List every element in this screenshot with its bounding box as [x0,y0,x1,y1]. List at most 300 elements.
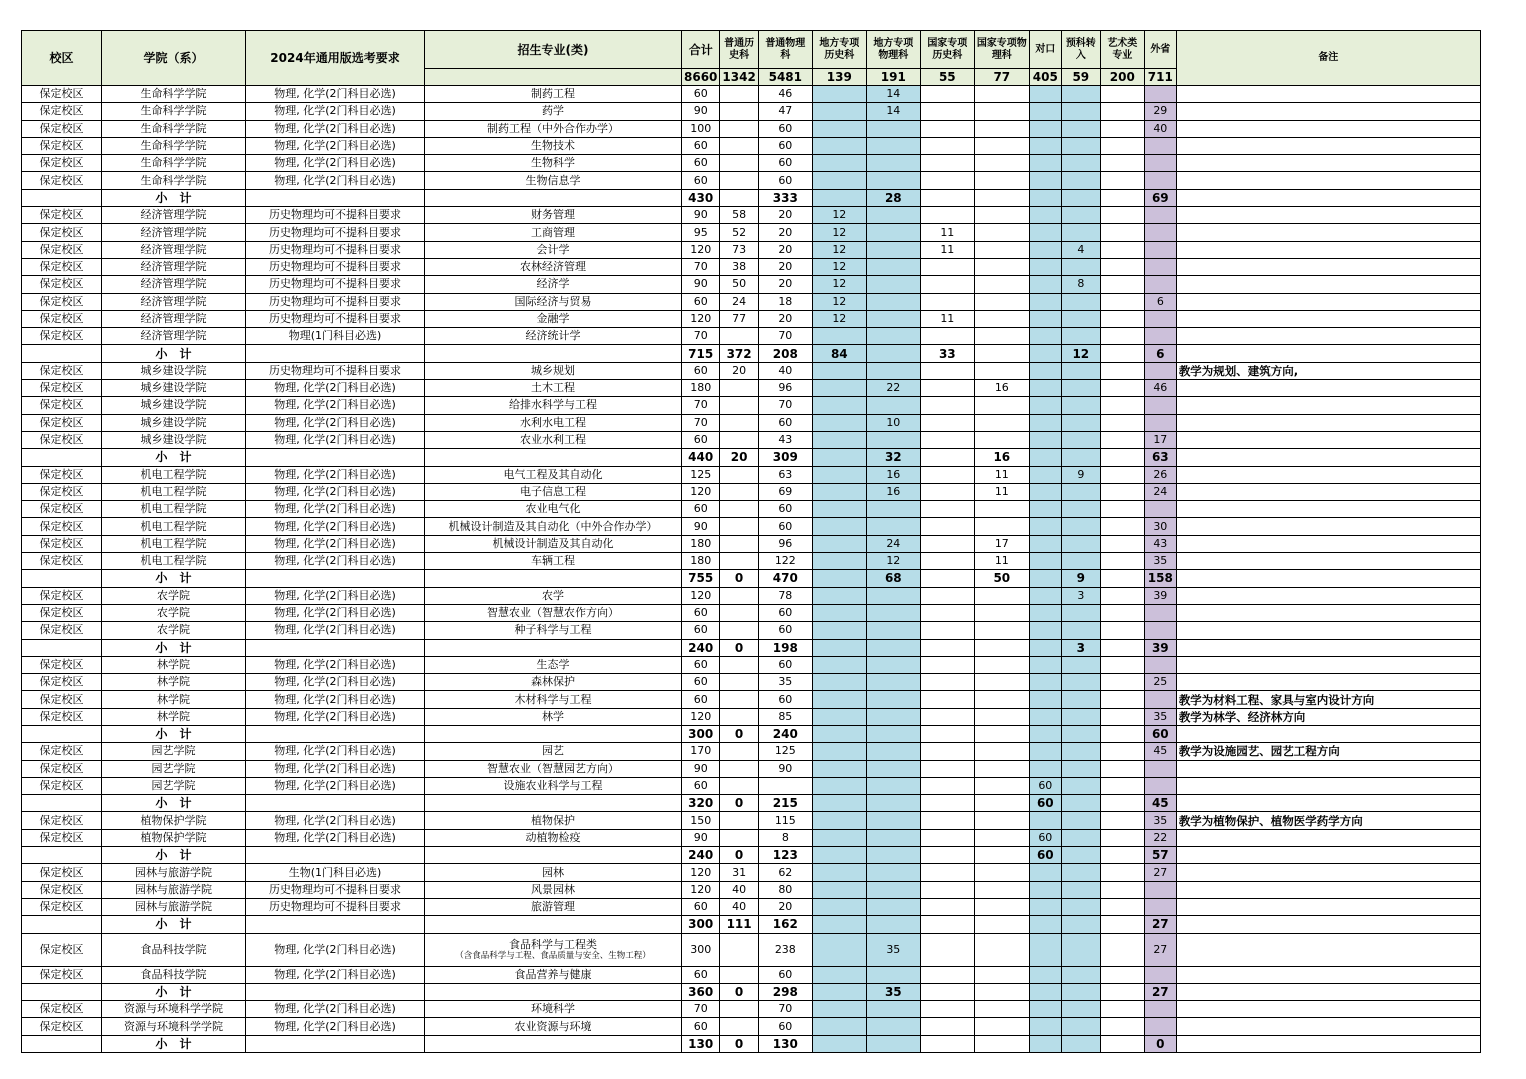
cell-subject-req: 物理, 化学(2门科目必选) [246,966,425,983]
cell-college: 小 计 [102,345,246,362]
cell-total: 120 [682,587,720,604]
cell-art [1100,691,1144,708]
cell-waisheng [1144,241,1176,258]
cell-remark [1176,916,1480,933]
cell-major [425,933,682,966]
cell-phys: 85 [758,708,812,725]
header-yuke: 预科转入 [1061,31,1100,69]
cell-phys: 62 [758,864,812,881]
cell-college: 经济管理学院 [102,328,246,345]
cell-duikou [1029,293,1061,310]
cell-subject-req: 物理, 化学(2门科目必选) [246,674,425,691]
cell-subject-req: 物理, 化学(2门科目必选) [246,137,425,154]
cell-subject-req: 物理, 化学(2门科目必选) [246,155,425,172]
cell-local-phys [866,431,920,448]
cell-local-phys: 24 [866,535,920,552]
total-duikou: 405 [1029,69,1061,86]
cell-hist [720,86,758,103]
cell-campus: 保定校区 [22,362,102,379]
cell-campus: 保定校区 [22,829,102,846]
cell-college: 小 计 [102,449,246,466]
cell-waisheng [1144,258,1176,275]
cell-local-hist [812,622,866,639]
cell-major: 林学 [425,708,682,725]
cell-phys: 208 [758,345,812,362]
cell-local-phys [866,310,920,327]
cell-hist: 372 [720,345,758,362]
cell-duikou [1029,708,1061,725]
cell-nat-phys: 16 [974,380,1029,397]
cell-duikou [1029,310,1061,327]
cell-subject-req: 历史物理均可不提科目要求 [246,241,425,258]
cell-phys: 20 [758,310,812,327]
cell-subject-req: 物理, 化学(2门科目必选) [246,501,425,518]
cell-duikou [1029,604,1061,621]
subtotal-row [22,570,1481,587]
cell-yuke [1061,795,1100,812]
cell-local-hist [812,414,866,431]
cell-waisheng [1144,328,1176,345]
cell-remark [1176,501,1480,518]
cell-local-hist [812,397,866,414]
cell-local-phys: 35 [866,983,920,1000]
table-row [22,224,1481,241]
cell-hist [720,518,758,535]
total-local-hist: 139 [812,69,866,86]
cell-nat-hist [920,829,974,846]
cell-yuke [1061,604,1100,621]
header-total: 合计 [682,31,720,69]
cell-local-phys [866,207,920,224]
cell-duikou [1029,483,1061,500]
cell-total: 120 [682,483,720,500]
table-row [22,310,1481,327]
major-name: 食品科学与工程类 [509,937,597,951]
cell-waisheng: 39 [1144,639,1176,656]
cell-total: 120 [682,241,720,258]
cell-yuke: 3 [1061,639,1100,656]
cell-total: 60 [682,691,720,708]
cell-phys: 162 [758,916,812,933]
cell-nat-phys [974,155,1029,172]
cell-phys: 20 [758,258,812,275]
cell-local-phys [866,812,920,829]
cell-waisheng: 46 [1144,380,1176,397]
cell-waisheng: 158 [1144,570,1176,587]
cell-college: 小 计 [102,847,246,864]
cell-major: 农林经济管理 [425,258,682,275]
cell-phys: 125 [758,743,812,760]
table-row [22,293,1481,310]
cell-campus [22,1035,102,1052]
cell-total: 70 [682,258,720,275]
cell-nat-hist [920,1018,974,1035]
cell-duikou [1029,466,1061,483]
cell-college: 小 计 [102,189,246,206]
cell-local-phys: 12 [866,553,920,570]
cell-college: 小 计 [102,983,246,1000]
cell-college: 农学院 [102,587,246,604]
cell-local-hist [812,656,866,673]
cell-remark [1176,725,1480,742]
cell-local-phys [866,656,920,673]
cell-major [425,725,682,742]
cell-duikou: 60 [1029,795,1061,812]
cell-subject-req: 物理, 化学(2门科目必选) [246,622,425,639]
cell-nat-phys [974,103,1029,120]
cell-art [1100,155,1144,172]
cell-college: 林学院 [102,656,246,673]
cell-remark [1176,639,1480,656]
cell-campus: 保定校区 [22,622,102,639]
cell-nat-phys: 50 [974,570,1029,587]
cell-subject-req: 物理, 化学(2门科目必选) [246,380,425,397]
cell-local-hist [812,137,866,154]
table-row [22,604,1481,621]
cell-total: 60 [682,966,720,983]
table-row [22,120,1481,137]
cell-major: 国际经济与贸易 [425,293,682,310]
cell-campus: 保定校区 [22,777,102,794]
cell-remark [1176,829,1480,846]
cell-art [1100,777,1144,794]
cell-phys: 240 [758,725,812,742]
cell-college: 生命科学学院 [102,120,246,137]
cell-waisheng: 26 [1144,466,1176,483]
cell-major: 园艺 [425,743,682,760]
cell-waisheng: 27 [1144,916,1176,933]
cell-nat-phys [974,587,1029,604]
cell-nat-phys [974,276,1029,293]
cell-local-phys [866,966,920,983]
cell-nat-hist [920,898,974,915]
cell-duikou [1029,553,1061,570]
cell-remark [1176,328,1480,345]
cell-art [1100,258,1144,275]
cell-yuke [1061,189,1100,206]
cell-remark [1176,966,1480,983]
cell-campus: 保定校区 [22,691,102,708]
cell-hist [720,431,758,448]
cell-total: 60 [682,362,720,379]
cell-local-phys: 16 [866,483,920,500]
cell-waisheng: 35 [1144,812,1176,829]
cell-local-hist [812,639,866,656]
cell-subject-req: 物理, 化学(2门科目必选) [246,120,425,137]
cell-local-hist [812,881,866,898]
total-waisheng: 711 [1144,69,1176,86]
cell-duikou [1029,189,1061,206]
cell-waisheng: 45 [1144,743,1176,760]
cell-remark [1176,103,1480,120]
cell-local-hist [812,1018,866,1035]
cell-art [1100,431,1144,448]
cell-college: 小 计 [102,570,246,587]
cell-campus [22,639,102,656]
cell-duikou [1029,414,1061,431]
cell-nat-phys [974,310,1029,327]
cell-waisheng: 60 [1144,725,1176,742]
cell-phys: 333 [758,189,812,206]
cell-local-hist [812,795,866,812]
cell-yuke [1061,622,1100,639]
cell-local-phys [866,224,920,241]
cell-local-phys: 22 [866,380,920,397]
cell-hist [720,553,758,570]
cell-local-phys [866,1035,920,1052]
cell-waisheng: 29 [1144,103,1176,120]
cell-nat-phys [974,241,1029,258]
cell-yuke [1061,207,1100,224]
cell-art [1100,380,1144,397]
cell-nat-phys: 11 [974,553,1029,570]
cell-major [425,189,682,206]
cell-art [1100,535,1144,552]
cell-nat-hist [920,708,974,725]
total-hist: 1342 [720,69,758,86]
cell-total: 300 [682,933,720,966]
cell-art [1100,449,1144,466]
cell-yuke [1061,414,1100,431]
cell-art [1100,829,1144,846]
cell-remark [1176,795,1480,812]
cell-duikou [1029,674,1061,691]
cell-nat-hist [920,380,974,397]
cell-campus: 保定校区 [22,881,102,898]
header-art: 艺术类专业 [1100,31,1144,69]
cell-art [1100,1018,1144,1035]
cell-college: 园林与旅游学院 [102,864,246,881]
cell-major: 生物科学 [425,155,682,172]
cell-hist [720,172,758,189]
cell-college: 农学院 [102,604,246,621]
cell-remark [1176,258,1480,275]
cell-remark [1176,224,1480,241]
cell-phys: 115 [758,812,812,829]
cell-college: 植物保护学院 [102,829,246,846]
cell-subject-req: 物理, 化学(2门科目必选) [246,466,425,483]
cell-nat-phys [974,293,1029,310]
cell-nat-phys [974,795,1029,812]
cell-college: 园艺学院 [102,777,246,794]
cell-local-hist: 12 [812,293,866,310]
cell-campus: 保定校区 [22,898,102,915]
cell-yuke [1061,397,1100,414]
cell-remark [1176,674,1480,691]
cell-art [1100,483,1144,500]
cell-total: 60 [682,898,720,915]
cell-waisheng: 24 [1144,483,1176,500]
cell-campus [22,449,102,466]
subtotal-row [22,795,1481,812]
cell-college: 资源与环境科学学院 [102,1018,246,1035]
cell-remark [1176,431,1480,448]
cell-subject-req: 物理, 化学(2门科目必选) [246,587,425,604]
cell-nat-phys [974,674,1029,691]
cell-local-hist [812,812,866,829]
cell-local-phys [866,276,920,293]
cell-nat-phys [974,207,1029,224]
cell-local-hist [812,829,866,846]
cell-hist [720,587,758,604]
cell-subject-req [246,916,425,933]
cell-duikou [1029,172,1061,189]
cell-nat-hist [920,293,974,310]
cell-nat-hist [920,207,974,224]
cell-waisheng [1144,1018,1176,1035]
cell-art [1100,622,1144,639]
cell-art [1100,760,1144,777]
cell-yuke [1061,691,1100,708]
cell-yuke [1061,881,1100,898]
cell-remark: 教学为设施园艺、园艺工程方向 [1176,743,1480,760]
cell-total: 430 [682,189,720,206]
cell-local-phys: 10 [866,414,920,431]
cell-campus: 保定校区 [22,207,102,224]
cell-subject-req: 物理, 化学(2门科目必选) [246,414,425,431]
cell-remark [1176,414,1480,431]
cell-waisheng [1144,1001,1176,1018]
cell-local-phys [866,639,920,656]
cell-local-phys [866,258,920,275]
cell-waisheng [1144,414,1176,431]
cell-duikou: 60 [1029,847,1061,864]
cell-total: 240 [682,639,720,656]
cell-campus [22,189,102,206]
cell-phys: 35 [758,674,812,691]
table-row [22,760,1481,777]
cell-campus: 保定校区 [22,708,102,725]
cell-local-phys [866,518,920,535]
cell-waisheng [1144,155,1176,172]
cell-yuke [1061,224,1100,241]
cell-nat-hist [920,518,974,535]
cell-hist [720,691,758,708]
cell-total: 60 [682,777,720,794]
header-major: 招生专业(类) [425,31,682,69]
cell-hist: 0 [720,983,758,1000]
cell-art [1100,570,1144,587]
cell-campus: 保定校区 [22,414,102,431]
cell-nat-hist [920,656,974,673]
cell-hist [720,535,758,552]
cell-college: 林学院 [102,674,246,691]
cell-yuke [1061,847,1100,864]
cell-duikou [1029,656,1061,673]
cell-nat-phys [974,120,1029,137]
header-local-hist: 地方专项历史科 [812,31,866,69]
cell-yuke: 9 [1061,570,1100,587]
cell-college: 城乡建设学院 [102,414,246,431]
cell-remark [1176,553,1480,570]
cell-waisheng [1144,137,1176,154]
cell-remark [1176,760,1480,777]
cell-local-phys [866,829,920,846]
cell-waisheng: 6 [1144,345,1176,362]
cell-duikou [1029,258,1061,275]
cell-nat-phys [974,189,1029,206]
cell-college: 机电工程学院 [102,535,246,552]
header-subject-requirement: 2024年通用版选考要求 [246,31,425,86]
cell-subject-req: 物理, 化学(2门科目必选) [246,86,425,103]
cell-nat-phys [974,708,1029,725]
total-nat-phys: 77 [974,69,1029,86]
cell-art [1100,725,1144,742]
cell-major: 动植物检疫 [425,829,682,846]
cell-phys: 20 [758,224,812,241]
cell-college: 生命科学学院 [102,86,246,103]
enrollment-plan-table [21,30,1481,1053]
cell-waisheng: 35 [1144,553,1176,570]
table-row [22,362,1481,379]
cell-hist: 0 [720,725,758,742]
cell-campus: 保定校区 [22,501,102,518]
cell-local-hist [812,604,866,621]
cell-major: 会计学 [425,241,682,258]
cell-college: 园艺学院 [102,743,246,760]
cell-subject-req: 物理, 化学(2门科目必选) [246,397,425,414]
cell-art [1100,397,1144,414]
cell-subject-req: 物理, 化学(2门科目必选) [246,553,425,570]
cell-nat-hist [920,1035,974,1052]
cell-yuke [1061,708,1100,725]
cell-subject-req: 物理, 化学(2门科目必选) [246,535,425,552]
table-row [22,155,1481,172]
cell-college: 城乡建设学院 [102,431,246,448]
cell-major: 制药工程（中外合作办学） [425,120,682,137]
cell-major: 生物信息学 [425,172,682,189]
cell-yuke [1061,518,1100,535]
subtotal-row [22,639,1481,656]
cell-hist [720,501,758,518]
table-row [22,241,1481,258]
table-row [22,812,1481,829]
cell-subject-req [246,570,425,587]
table-row [22,397,1481,414]
cell-remark [1176,587,1480,604]
cell-total: 180 [682,380,720,397]
cell-duikou [1029,345,1061,362]
cell-phys: 70 [758,397,812,414]
cell-yuke [1061,725,1100,742]
cell-remark [1176,881,1480,898]
cell-college: 城乡建设学院 [102,362,246,379]
cell-major: 环境科学 [425,1001,682,1018]
cell-college: 农学院 [102,622,246,639]
cell-art [1100,120,1144,137]
cell-college: 生命科学学院 [102,172,246,189]
cell-nat-hist: 11 [920,241,974,258]
cell-phys: 90 [758,760,812,777]
cell-waisheng [1144,622,1176,639]
cell-nat-phys [974,847,1029,864]
table-row [22,898,1481,915]
cell-major: 植物保护 [425,812,682,829]
cell-campus: 保定校区 [22,553,102,570]
cell-waisheng: 22 [1144,829,1176,846]
cell-nat-hist [920,933,974,966]
cell-phys: 60 [758,518,812,535]
cell-subject-req: 物理(1门科目必选) [246,328,425,345]
cell-major: 智慧农业（智慧园艺方向） [425,760,682,777]
cell-hist [720,380,758,397]
cell-subject-req: 历史物理均可不提科目要求 [246,362,425,379]
cell-campus: 保定校区 [22,743,102,760]
cell-total: 60 [682,674,720,691]
cell-local-phys [866,777,920,794]
cell-local-hist [812,864,866,881]
cell-yuke [1061,1035,1100,1052]
